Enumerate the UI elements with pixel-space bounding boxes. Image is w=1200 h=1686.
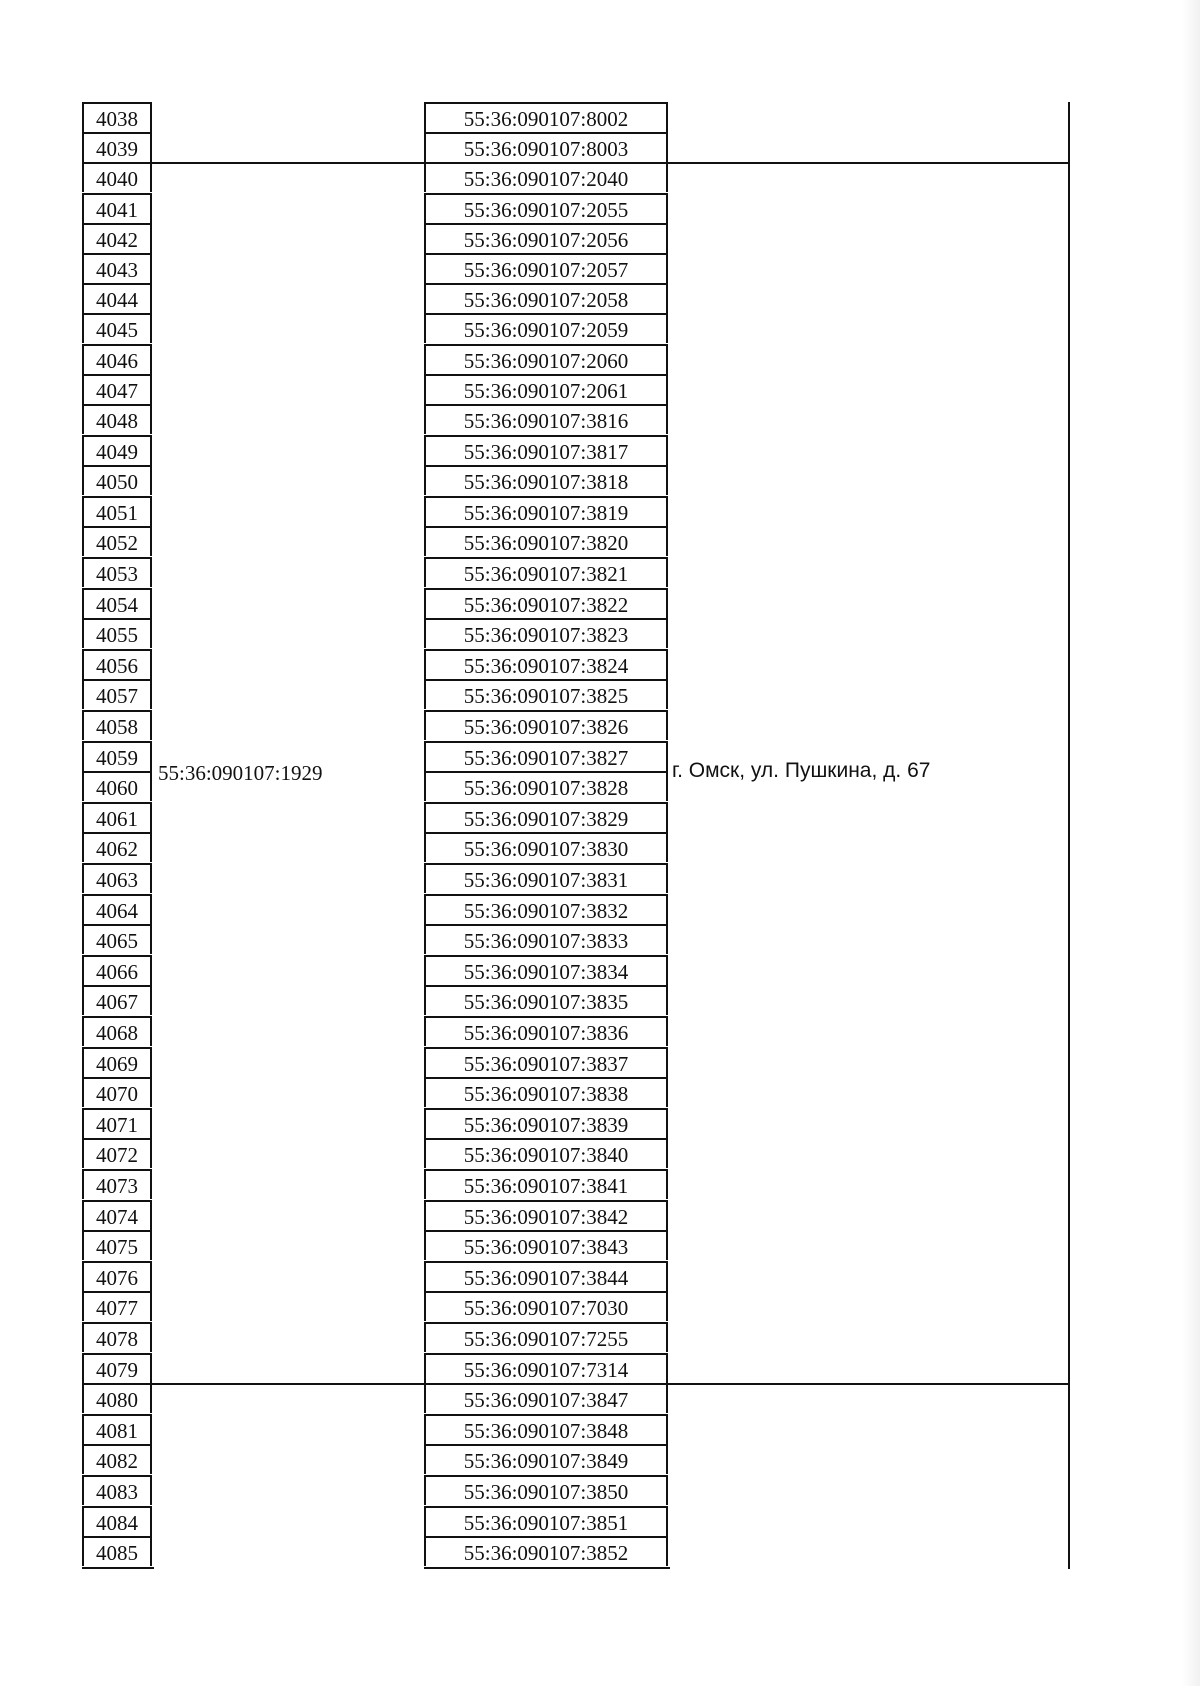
- cadastral-number-cell: 55:36:090107:7255: [424, 1322, 668, 1352]
- cadastral-number-cell: 55:36:090107:2055: [424, 193, 668, 223]
- cadastral-number-cell: 55:36:090107:3834: [424, 955, 668, 985]
- row-number-cell: 4044: [82, 283, 152, 313]
- row-number-cell: 4075: [82, 1230, 152, 1260]
- cadastral-number-cell: 55:36:090107:2057: [424, 253, 668, 283]
- cadastral-number-cell: 55:36:090107:3831: [424, 863, 668, 893]
- cadastral-number-cell: 55:36:090107:2040: [424, 162, 668, 192]
- cadastral-number-cell: 55:36:090107:3838: [424, 1077, 668, 1107]
- row-number-cell: 4038: [82, 102, 152, 132]
- row-number-cell: 4056: [82, 649, 152, 679]
- parent-cadastral-number: 55:36:090107:1929: [158, 760, 323, 785]
- row-number-cell: 4055: [82, 618, 152, 648]
- row-number-cell: 4043: [82, 253, 152, 283]
- cadastral-number-cell: 55:36:090107:3817: [424, 435, 668, 465]
- cadastral-number-cell: 55:36:090107:3840: [424, 1138, 668, 1168]
- cadastral-number-cell: 55:36:090107:3829: [424, 802, 668, 832]
- row-number-cell: 4067: [82, 985, 152, 1015]
- row-number-cell: 4084: [82, 1506, 152, 1536]
- row-number-cell: 4045: [82, 313, 152, 343]
- row-number-cell: 4063: [82, 863, 152, 893]
- group-separator-top-right: [668, 162, 1070, 164]
- row-number-cell: 4072: [82, 1138, 152, 1168]
- row-number-cell: 4054: [82, 588, 152, 618]
- group-separator-bottom-left: [152, 1383, 426, 1385]
- row-number-cell: 4068: [82, 1016, 152, 1046]
- table-right-border: [1068, 102, 1070, 1569]
- cadastral-number-cell: 55:36:090107:3841: [424, 1169, 668, 1199]
- cadastral-number-cell: 55:36:090107:3844: [424, 1261, 668, 1291]
- row-number-cell: 4059: [82, 741, 152, 771]
- group-separator-bottom-right: [668, 1383, 1070, 1385]
- row-number-cell: 4060: [82, 771, 152, 801]
- row-number-cell: 4083: [82, 1475, 152, 1505]
- row-number-cell: 4064: [82, 894, 152, 924]
- cadastral-number-cell: 55:36:090107:3850: [424, 1475, 668, 1505]
- cadastral-number-cell: 55:36:090107:7314: [424, 1353, 668, 1383]
- row-number-cell: 4041: [82, 193, 152, 223]
- row-number-cell: 4053: [82, 557, 152, 587]
- cadastral-number-cell: 55:36:090107:3836: [424, 1016, 668, 1046]
- cadastral-number-cell: 55:36:090107:3849: [424, 1444, 668, 1474]
- cadastral-number-cell: 55:36:090107:3830: [424, 832, 668, 862]
- cadastral-number-cell: 55:36:090107:3823: [424, 618, 668, 648]
- cadastral-number-cell: 55:36:090107:3837: [424, 1047, 668, 1077]
- cadastral-number-cell: 55:36:090107:3825: [424, 679, 668, 709]
- row-number-cell: 4051: [82, 496, 152, 526]
- property-address: г. Омск, ул. Пушкина, д. 67: [672, 758, 931, 782]
- row-number-cell: 4065: [82, 924, 152, 954]
- cadastral-number-cell: 55:36:090107:3819: [424, 496, 668, 526]
- cadastral-number-cell: 55:36:090107:2056: [424, 223, 668, 253]
- row-number-cell: 4052: [82, 526, 152, 556]
- table-bottom-border-sub: [424, 1567, 670, 1569]
- cadastral-number-cell: 55:36:090107:3818: [424, 465, 668, 495]
- cadastral-number-cell: 55:36:090107:3833: [424, 924, 668, 954]
- row-number-cell: 4062: [82, 832, 152, 862]
- row-number-cell: 4046: [82, 344, 152, 374]
- row-number-cell: 4061: [82, 802, 152, 832]
- cadastral-number-cell: 55:36:090107:8003: [424, 132, 668, 162]
- group-separator-top-left: [152, 162, 426, 164]
- row-number-cell: 4042: [82, 223, 152, 253]
- row-number-cell: 4073: [82, 1169, 152, 1199]
- row-number-cell: 4047: [82, 374, 152, 404]
- cadastral-number-cell: 55:36:090107:3847: [424, 1383, 668, 1413]
- row-number-cell: 4039: [82, 132, 152, 162]
- cadastral-number-cell: 55:36:090107:3848: [424, 1414, 668, 1444]
- cadastral-number-cell: 55:36:090107:3827: [424, 741, 668, 771]
- row-number-cell: 4066: [82, 955, 152, 985]
- row-number-cell: 4057: [82, 679, 152, 709]
- row-number-cell: 4069: [82, 1047, 152, 1077]
- row-number-cell: 4048: [82, 404, 152, 434]
- row-number-cell: 4077: [82, 1291, 152, 1321]
- row-number-cell: 4049: [82, 435, 152, 465]
- cadastral-number-cell: 55:36:090107:3835: [424, 985, 668, 1015]
- cadastral-number-cell: 55:36:090107:3842: [424, 1200, 668, 1230]
- cadastral-number-cell: 55:36:090107:8002: [424, 102, 668, 132]
- cadastral-number-cell: 55:36:090107:2058: [424, 283, 668, 313]
- cadastral-number-cell: 55:36:090107:3821: [424, 557, 668, 587]
- cadastral-number-cell: 55:36:090107:3839: [424, 1108, 668, 1138]
- cadastral-number-cell: 55:36:090107:2060: [424, 344, 668, 374]
- row-number-cell: 4050: [82, 465, 152, 495]
- row-number-cell: 4076: [82, 1261, 152, 1291]
- row-number-cell: 4070: [82, 1077, 152, 1107]
- table-bottom-border-num: [82, 1567, 154, 1569]
- scan-edge-shadow: [1182, 0, 1200, 1686]
- row-number-cell: 4078: [82, 1322, 152, 1352]
- row-number-cell: 4040: [82, 162, 152, 192]
- cadastral-number-cell: 55:36:090107:3824: [424, 649, 668, 679]
- row-number-cell: 4081: [82, 1414, 152, 1444]
- cadastral-number-cell: 55:36:090107:3822: [424, 588, 668, 618]
- cadastral-number-cell: 55:36:090107:3851: [424, 1506, 668, 1536]
- row-number-cell: 4074: [82, 1200, 152, 1230]
- cadastral-number-cell: 55:36:090107:2061: [424, 374, 668, 404]
- cadastral-number-cell: 55:36:090107:7030: [424, 1291, 668, 1321]
- row-number-cell: 4071: [82, 1108, 152, 1138]
- row-number-cell: 4058: [82, 710, 152, 740]
- cadastral-number-cell: 55:36:090107:2059: [424, 313, 668, 343]
- cadastral-number-cell: 55:36:090107:3843: [424, 1230, 668, 1260]
- cadastral-number-cell: 55:36:090107:3852: [424, 1536, 668, 1566]
- cadastral-number-cell: 55:36:090107:3828: [424, 771, 668, 801]
- row-number-cell: 4085: [82, 1536, 152, 1566]
- row-number-cell: 4079: [82, 1353, 152, 1383]
- cadastral-number-cell: 55:36:090107:3832: [424, 894, 668, 924]
- cadastral-number-cell: 55:36:090107:3826: [424, 710, 668, 740]
- cadastral-number-cell: 55:36:090107:3816: [424, 404, 668, 434]
- cadastral-number-cell: 55:36:090107:3820: [424, 526, 668, 556]
- row-number-cell: 4082: [82, 1444, 152, 1474]
- row-number-cell: 4080: [82, 1383, 152, 1413]
